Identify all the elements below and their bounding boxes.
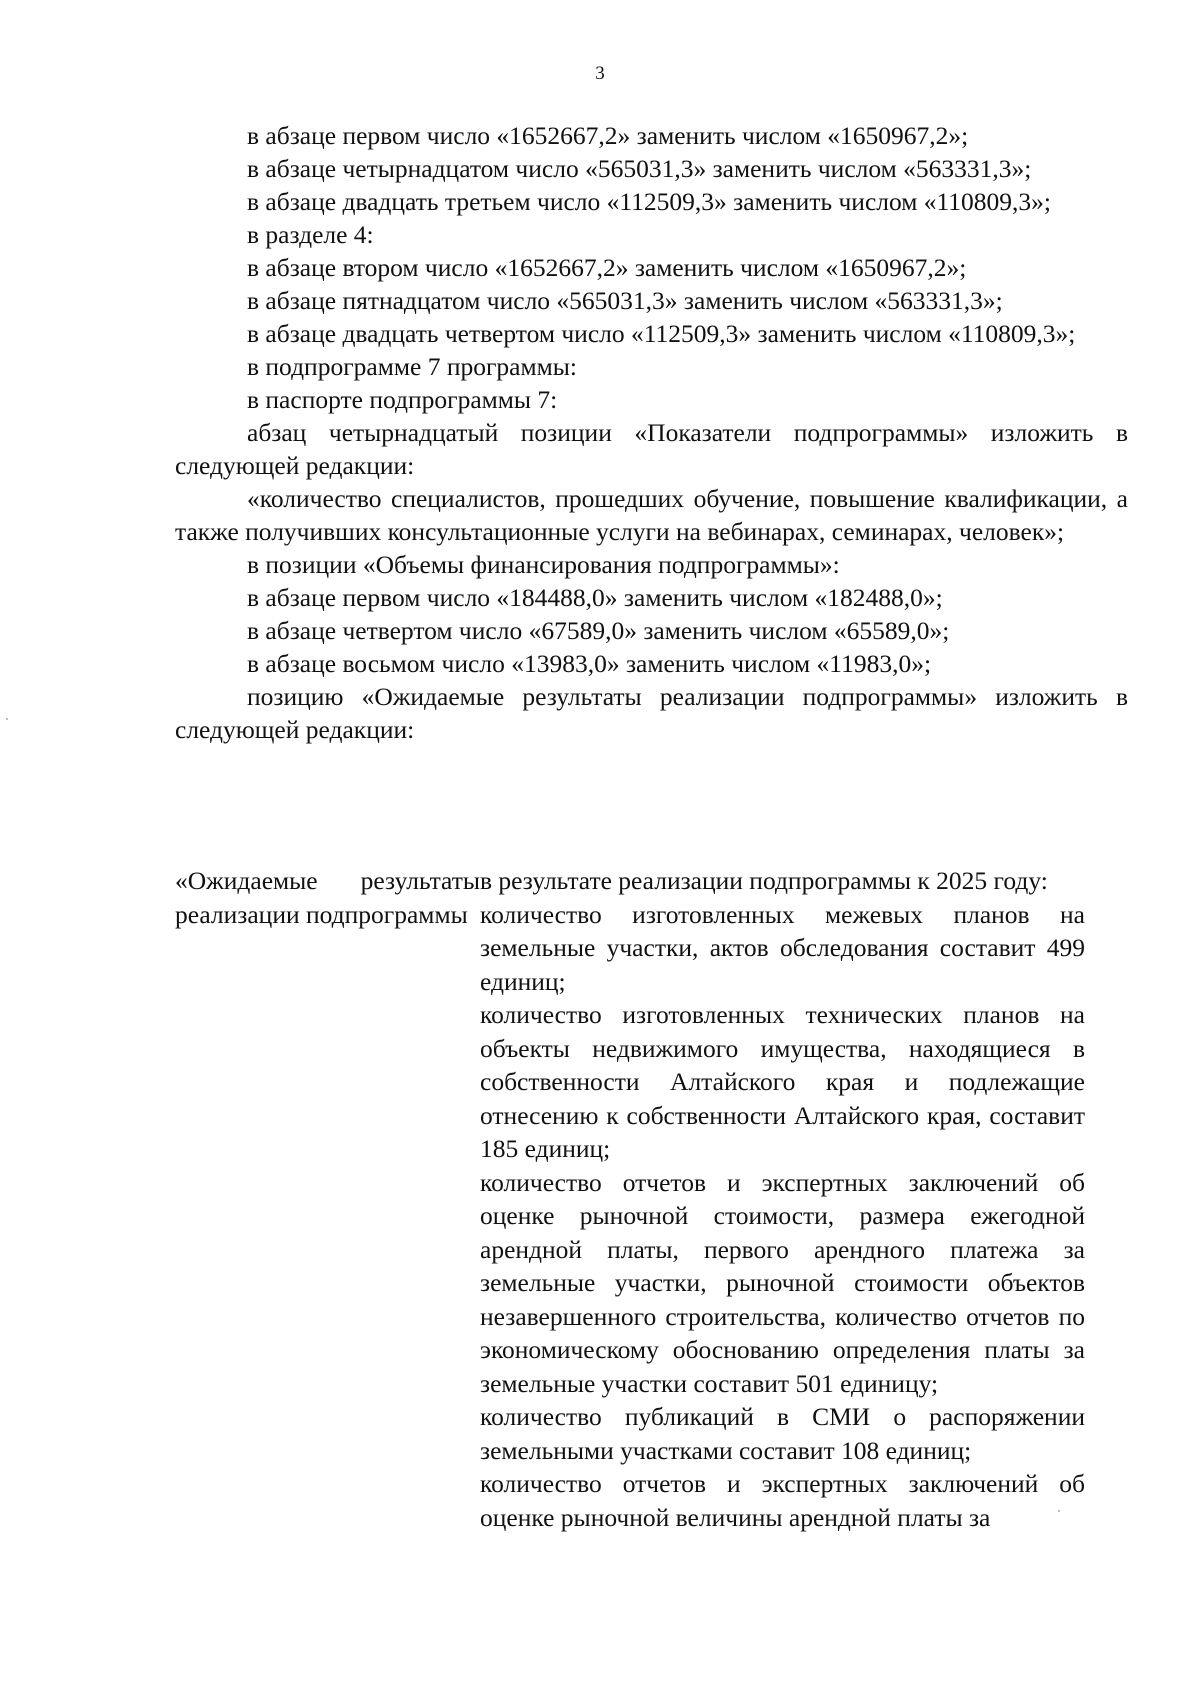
paragraph: в абзаце четвертом число «67589,0» заменить числом «65589,0»; [247,616,950,645]
results-label: «Ожидаемые результаты реализации подпрограммы [175,866,480,929]
results-item: количество публикаций в СМИ о распоряжении земельными участками составит 108 единиц; [480,1402,1085,1465]
paragraph: в абзаце пятнадцатом число «565031,3» заменить числом «563331,3»; [247,286,1003,315]
results-label-cell [175,864,480,1534]
results-item: количество изготовленных межевых планов на земельные участки, актов обследования составит 499 единиц; [480,899,1085,996]
paragraph: абзац четырнадцатый позиции «Показатели подпрограммы» изложить в следующей редакции: [175,418,1128,480]
results-content-cell [480,864,1085,1534]
paragraph: в подпрограмме 7 программы: [247,352,577,381]
paragraph: в абзаце первом число «1652667,2» заменить числом «1650967,2»; [247,121,969,150]
results-item: в результате реализации подпрограммы к 2025 году: [480,866,1048,895]
paragraph: в паспорте подпрограммы 7: [247,385,558,414]
results-item: количество отчетов и экспертных заключений об оценке рыночной стоимости, размера ежегодной арендной платы, первого арендного платежа за земельные участки, рыночной стоимости объектов незавершенного строительства, количество отчетов по экономическому обоснованию определения платы за земельные участки составит 501 единицу; [480,1167,1085,1398]
paragraph: позицию «Ожидаемые результаты реализации подпрограммы» изложить в следующей редакции: [175,682,1128,744]
paragraph: в разделе 4: [247,220,374,249]
paragraph: в позиции «Объемы финансирования подпрограммы»: [247,550,840,579]
paragraph: в абзаце восьмом число «13983,0» заменить числом «11983,0»; [247,649,932,678]
page-number: 3 [595,63,605,84]
results-item: количество отчетов и экспертных заключений об оценке рыночной величины арендной платы за [480,1469,1085,1532]
paragraph: в абзаце двадцать третьем число «112509,3» заменить числом «110809,3»; [247,187,1052,216]
document-body [175,119,1128,746]
paragraph: в абзаце двадцать четвертом число «112509,3» заменить числом «110809,3»; [247,319,1076,348]
scan-speck [6,718,8,720]
paragraph: в абзаце четырнадцатом число «565031,3» заменить числом «563331,3»; [247,154,1032,183]
results-item: количество изготовленных технических планов на объекты недвижимого имущества, находящиеся в собственности Алтайского края и подлежащие отнесению к собственности Алтайского края, составит 185 единиц; [480,1000,1085,1163]
expected-results-table [175,864,1085,1534]
scan-speck [1058,1510,1060,1512]
paragraph: в абзаце первом число «184488,0» заменить числом «182488,0»; [247,583,943,612]
paragraph: «количество специалистов, прошедших обучение, повышение квалификации, а также получивших консультационные услуги на вебинарах, семинарах, человек»; [175,484,1128,546]
paragraph: в абзаце втором число «1652667,2» заменить числом «1650967,2»; [247,253,967,282]
